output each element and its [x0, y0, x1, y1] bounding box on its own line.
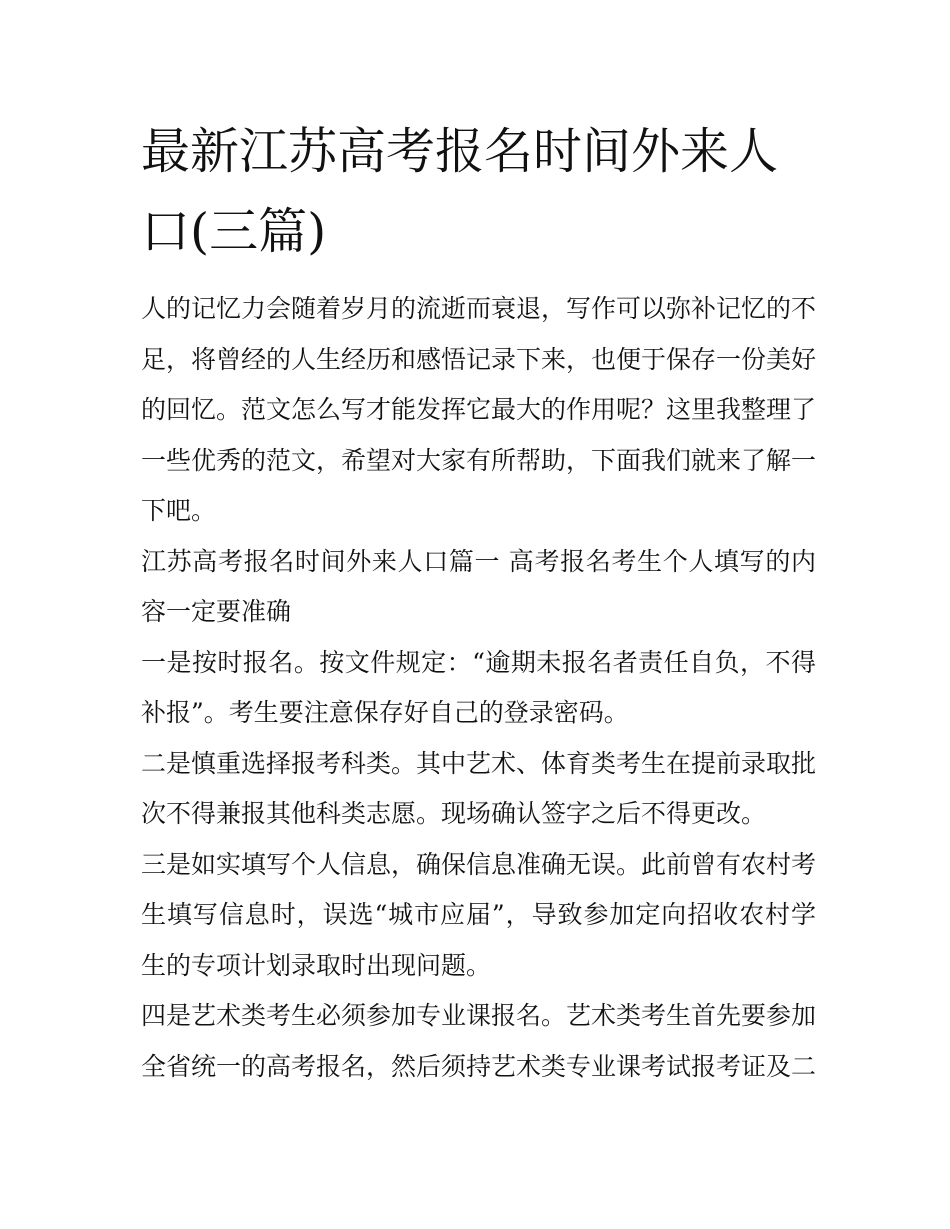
- point-one-paragraph: 一是按时报名。按文件规定：“逾期未报名者责任自负，不得补报”。考生要注意保存好自己的登录密码。: [141, 647, 816, 727]
- point-three-paragraph: 三是如实填写个人信息，确保信息准确无误。此前曾有农村考生填写信息时，误选“城市应届”，导致参加定向招收农村学生的专项计划录取时出现问题。: [141, 849, 817, 980]
- section-heading-paragraph: 江苏高考报名时间外来人口篇一 高考报名考生个人填写的内容一定要准确: [141, 546, 816, 626]
- point-four-paragraph: 四是艺术类考生必须参加专业课报名。艺术类考生首先要参加全省统一的高考报名，然后须持艺术类专业课考试报考证及二: [141, 1001, 817, 1081]
- intro-paragraph: 人的记忆力会随着岁月的流逝而衰退，写作可以弥补记忆的不足，将曾经的人生经历和感悟记录下来，也便于保存一份美好的回忆。范文怎么写才能发挥它最大的作用呢？这里我整理了一些优秀的范文，希望对大家有所帮助，下面我们就来了解一下吧。: [141, 294, 817, 525]
- document-title: 最新江苏高考报名时间外来人口(三篇): [141, 123, 779, 260]
- point-two-paragraph: 二是慎重选择报考科类。其中艺术、体育类考生在提前录取批次不得兼报其他科类志愿。现场确认签字之后不得更改。: [141, 748, 817, 828]
- document-body: [141, 112, 816, 1092]
